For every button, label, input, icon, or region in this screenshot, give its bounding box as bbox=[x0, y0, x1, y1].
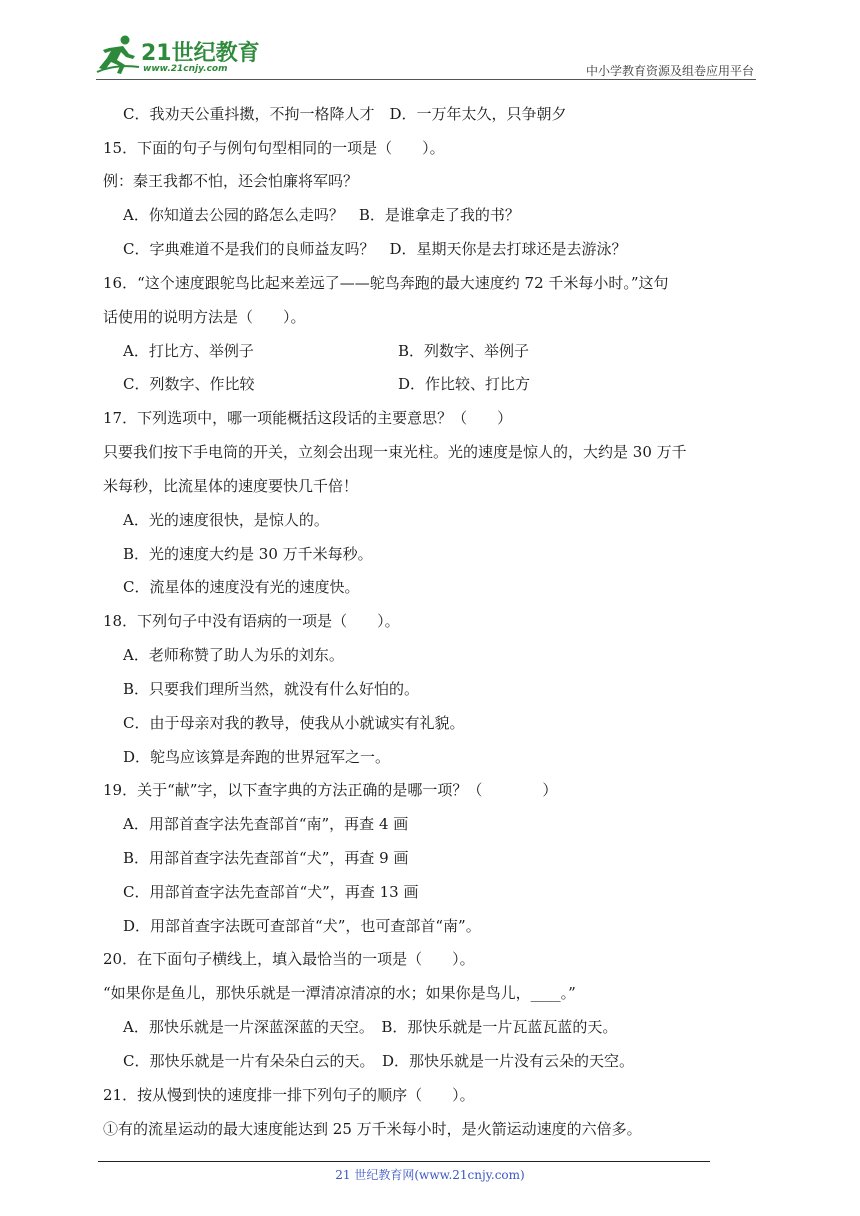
q15-options-cd: C．字典难道不是我们的良师益友吗？ D．星期天你是去打球还是去游泳？ bbox=[123, 240, 627, 258]
q17-passage-line2: 米每秒，比流星体的速度要快几千倍！ bbox=[103, 477, 359, 495]
q14-options-cd: C．我劝天公重抖擞，不拘一格降人才 D．一万年太久，只争朝夕 bbox=[123, 105, 567, 123]
q21-stem: 21．按从慢到快的速度排一排下列句子的顺序（ ）。 bbox=[103, 1086, 475, 1104]
q18-option-d: D．鸵鸟应该算是奔跑的世界冠军之一。 bbox=[123, 748, 391, 766]
page-footer: 21 世纪教育网(www.21cnjy.com) bbox=[335, 1168, 525, 1182]
q18-option-b: B．只要我们理所当然，就没有什么好怕的。 bbox=[123, 680, 420, 698]
q15-example: 例：秦王我都不怕，还会怕廉将军吗？ bbox=[103, 172, 359, 190]
q18-option-a: A．老师称赞了助人为乐的刘东。 bbox=[123, 646, 344, 664]
q20-sentence: “如果你是鱼儿，那快乐就是一潭清凉清凉的水；如果你是鸟儿，____。” bbox=[103, 984, 576, 1002]
q20-stem: 20．在下面句子横线上，填入最恰当的一项是（ ）。 bbox=[103, 950, 475, 968]
footer-divider bbox=[98, 1161, 710, 1162]
q16-stem-line2: 话使用的说明方法是（ ）。 bbox=[103, 308, 306, 326]
platform-title: 中小学教育资源及组卷应用平台 bbox=[585, 64, 754, 78]
site-logo bbox=[95, 30, 265, 80]
header-divider bbox=[96, 79, 756, 80]
q19-option-d: D．用部首查字法既可查部首“犬”，也可查部首“南”。 bbox=[123, 917, 481, 935]
q18-stem: 18．下列句子中没有语病的一项是（ ）。 bbox=[103, 612, 400, 630]
logo-url: www.21cnjy.com bbox=[143, 64, 228, 74]
q15-stem: 15．下面的句子与例句句型相同的一项是（ ）。 bbox=[103, 139, 445, 157]
q20-options-ab: A．那快乐就是一片深蓝深蓝的天空。 B．那快乐就是一片瓦蓝瓦蓝的天。 bbox=[123, 1018, 618, 1036]
q19-stem: 19．关于“献”字，以下查字典的方法正确的是哪一项？（ ） bbox=[103, 781, 558, 799]
logo-text: 21世纪教育 bbox=[141, 41, 260, 66]
q15-options-ab: A．你知道去公园的路怎么走吗？ B．是谁拿走了我的书？ bbox=[123, 206, 520, 224]
q16-option-c: C．列数字、作比较 bbox=[123, 375, 255, 393]
q19-option-a: A．用部首查字法先查部首“南”，再查 4 画 bbox=[123, 815, 409, 833]
q21-item-1: ①有的流星运动的最大速度能达到 25 万千米每小时，是火箭运动速度的六倍多。 bbox=[103, 1120, 642, 1138]
q17-stem: 17．下列选项中，哪一项能概括这段话的主要意思？（ ） bbox=[103, 409, 513, 427]
q18-option-c: C．由于母亲对我的教导，使我从小就诚实有礼貌。 bbox=[123, 714, 465, 732]
q17-option-c: C．流星体的速度没有光的速度快。 bbox=[123, 578, 360, 596]
page-header bbox=[0, 0, 860, 80]
q16-option-a: A．打比方、举例子 bbox=[123, 342, 254, 360]
q19-option-c: C．用部首查字法先查部首“犬”，再查 13 画 bbox=[123, 883, 419, 901]
q16-stem-line1: 16．“这个速度跟鸵鸟比起来差远了——鸵鸟奔跑的最大速度约 72 千米每小时。”这句 bbox=[103, 274, 669, 292]
q17-option-b: B．光的速度大约是 30 万千米每秒。 bbox=[123, 545, 373, 563]
q17-option-a: A．光的速度很快，是惊人的。 bbox=[123, 511, 329, 529]
q19-option-b: B．用部首查字法先查部首“犬”，再查 9 画 bbox=[123, 849, 409, 867]
q20-options-cd: C．那快乐就是一片有朵朵白云的天。 D．那快乐就是一片没有云朵的天空。 bbox=[123, 1052, 635, 1070]
q16-option-d: D．作比较、打比方 bbox=[398, 375, 531, 393]
runner-logo-icon bbox=[95, 34, 141, 76]
q16-option-b: B．列数字、举例子 bbox=[398, 342, 530, 360]
q17-passage-line1: 只要我们按下手电筒的开关，立刻会出现一束光柱。光的速度是惊人的，大约是 30 万千 bbox=[103, 443, 687, 461]
